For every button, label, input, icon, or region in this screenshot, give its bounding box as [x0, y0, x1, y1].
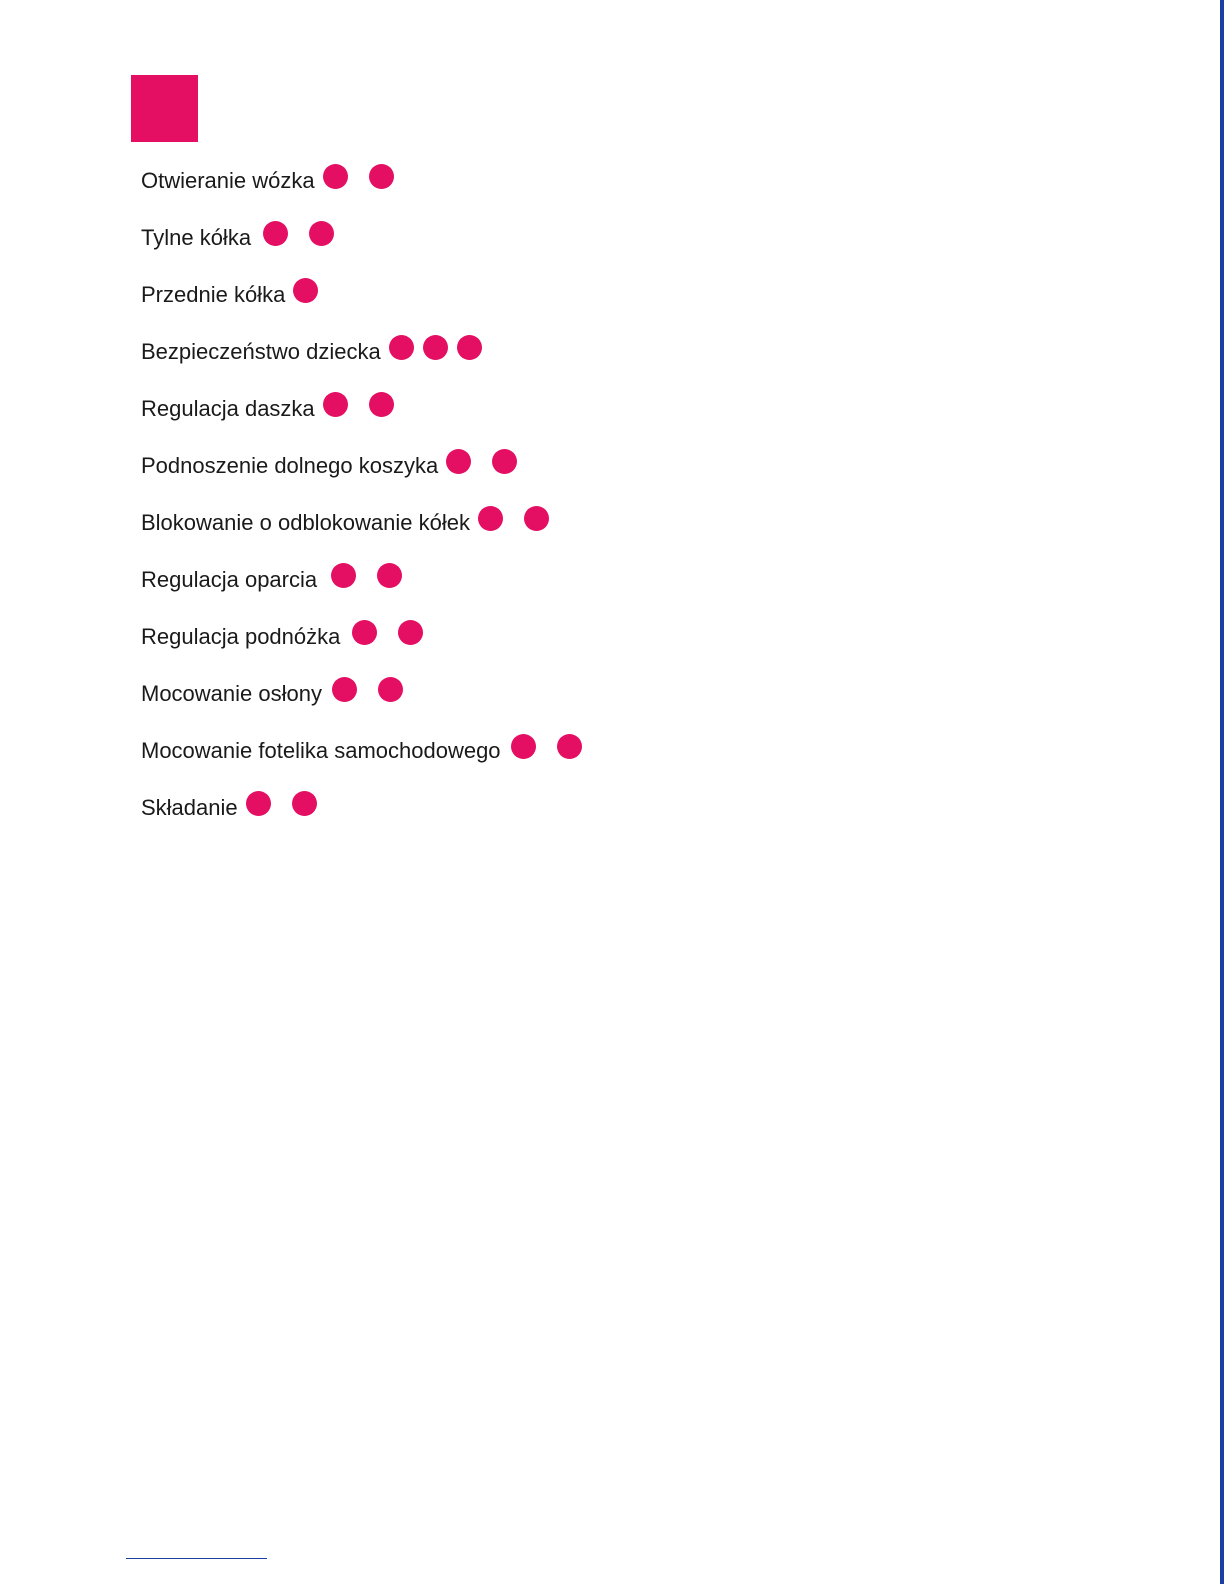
toc-item-label: Regulacja daszka	[141, 395, 315, 421]
toc-item[interactable]	[141, 608, 582, 665]
toc-item-label: Składanie	[141, 794, 238, 820]
pink-dot-icon[interactable]	[323, 392, 348, 417]
toc-item[interactable]	[141, 152, 582, 209]
footer-divider	[126, 1558, 267, 1559]
toc-item[interactable]	[141, 437, 582, 494]
marker-group	[352, 620, 423, 645]
pink-dot-icon[interactable]	[457, 335, 482, 360]
pink-dot-icon[interactable]	[352, 620, 377, 645]
marker-group	[478, 506, 549, 531]
pink-dot-icon[interactable]	[524, 506, 549, 531]
pink-dot-icon[interactable]	[378, 677, 403, 702]
toc-item[interactable]	[141, 266, 582, 323]
pink-dot-icon[interactable]	[492, 449, 517, 474]
toc-item[interactable]	[141, 209, 582, 266]
marker-group	[293, 278, 318, 303]
marker-group	[511, 734, 582, 759]
toc-item-label: Mocowanie osłony	[141, 680, 322, 706]
marker-group	[446, 449, 517, 474]
brand-square-icon	[131, 75, 198, 142]
pink-dot-icon[interactable]	[246, 791, 271, 816]
marker-group	[246, 791, 317, 816]
toc-item-label: Tylne kółka	[141, 224, 252, 250]
pink-dot-icon[interactable]	[377, 563, 402, 588]
toc-item-label: Regulacja podnóżka	[141, 623, 341, 649]
marker-group	[263, 221, 334, 246]
pink-dot-icon[interactable]	[369, 164, 394, 189]
pink-dot-icon[interactable]	[389, 335, 414, 360]
pink-dot-icon[interactable]	[478, 506, 503, 531]
pink-dot-icon[interactable]	[331, 563, 356, 588]
toc-item[interactable]	[141, 551, 582, 608]
marker-group	[389, 335, 482, 360]
toc-item[interactable]	[141, 380, 582, 437]
pink-dot-icon[interactable]	[557, 734, 582, 759]
pink-dot-icon[interactable]	[511, 734, 536, 759]
toc-item-label: Regulacja oparcia	[141, 566, 318, 592]
toc-item-label: Przednie kółka	[141, 281, 286, 307]
toc-item[interactable]	[141, 779, 582, 836]
pink-dot-icon[interactable]	[423, 335, 448, 360]
toc-item-label: Mocowanie fotelika samochodowego	[141, 737, 501, 763]
pink-dot-icon[interactable]	[323, 164, 348, 189]
table-of-contents	[141, 152, 582, 836]
pink-dot-icon[interactable]	[446, 449, 471, 474]
pink-dot-icon[interactable]	[263, 221, 288, 246]
toc-item[interactable]	[141, 494, 582, 551]
pink-dot-icon[interactable]	[369, 392, 394, 417]
marker-group	[323, 392, 394, 417]
pink-dot-icon[interactable]	[292, 791, 317, 816]
toc-item-label: Bezpieczeństwo dziecka	[141, 338, 381, 364]
toc-item[interactable]	[141, 323, 582, 380]
pink-dot-icon[interactable]	[398, 620, 423, 645]
toc-item-label: Podnoszenie dolnego koszyka	[141, 452, 439, 478]
marker-group	[331, 563, 402, 588]
marker-group	[323, 164, 394, 189]
pink-dot-icon[interactable]	[293, 278, 318, 303]
toc-item-label: Blokowanie o odblokowanie kółek	[141, 509, 470, 535]
toc-item[interactable]	[141, 722, 582, 779]
pink-dot-icon[interactable]	[332, 677, 357, 702]
pink-dot-icon[interactable]	[309, 221, 334, 246]
toc-item[interactable]	[141, 665, 582, 722]
marker-group	[332, 677, 403, 702]
toc-item-label: Otwieranie wózka	[141, 167, 315, 193]
